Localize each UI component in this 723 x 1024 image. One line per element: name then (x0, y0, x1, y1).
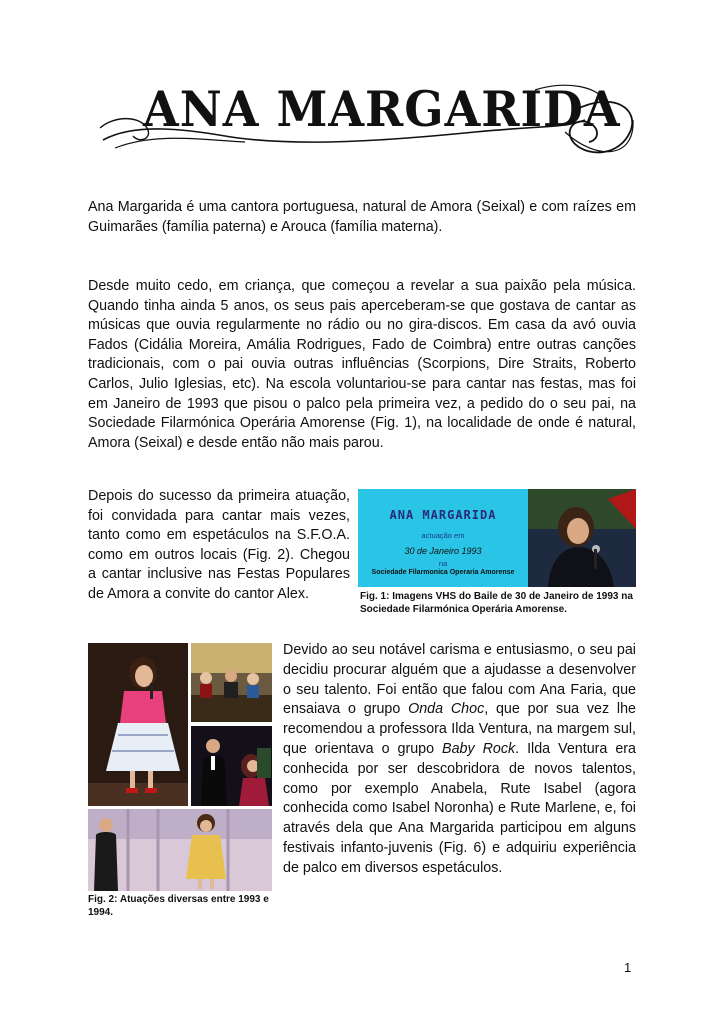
talent-text-b: , que por sua vez lhe recomendou a professora Ilda Ventura, na margem sul, que orientava o grupo (283, 701, 636, 757)
singer-photo (528, 489, 636, 587)
performance-photo-3 (191, 726, 272, 806)
performance-photo-1 (88, 643, 188, 806)
figure-2-label: Fig. 2: (88, 894, 118, 905)
performance-photo-2 (191, 643, 272, 722)
page-number: 1 (624, 960, 632, 975)
group-name-onda-choc: Onda Choc (408, 701, 485, 718)
vhs-title-card (358, 489, 528, 587)
performance-photo-4 (88, 809, 272, 891)
group-name-baby-rock: Baby Rock (442, 740, 516, 757)
vhs-date: 30 de Janeiro 1993 (404, 546, 482, 556)
success-paragraph: Depois do sucesso da primeira atuação, foi convidada para cantar mais vezes, tanto como em espetáculos na S.F.O.A. como em outros locais (Fig. 2). Chegou a cantar inclusive nas Festas Populares de Amora a convite do cantor Alex. (88, 488, 350, 602)
childhood-paragraph: Desde muito cedo, em criança, que começou a revelar a sua paixão pela música. Quando tinha ainda 5 anos, os seus pais aperceberam-se que gostava de cantar as músicas que ouvia regularmente no rádio ou no gira-discos. Em casa da avó ouvia Fados (Cidália Moreira, Amália Rodrigues, Fado de Coimbra) entre outras canções tradicionais, com o pai ouvia outras influências (Scorpions, Dire Straits, Roberto Carlos, Julio Iglesias, etc). Na escola voluntariou-se para cantar nas festas, mas foi em Janeiro de 1993 que pisou o palco pela primeira vez, a pedido do o seu pai, na Sociedade Filarmónica Operária Amorense (Fig. 1), na localidade de onde é natural, Amora (Seixal) e desde então não mais parou. (88, 278, 636, 451)
intro-paragraph: Ana Margarida é uma cantora portuguesa, natural de Amora (Seixal) e com raízes em Guimarães (família paterna) e Arouca (família materna). (88, 199, 636, 235)
vhs-title: ANA MARGARIDA (389, 508, 497, 522)
figure-2-caption-text: Atuações diversas entre 1993 e 1994. (88, 894, 269, 918)
page-title: ANA MARGARIDA (143, 80, 621, 138)
figure-1-label: Fig. 1: (360, 591, 390, 602)
talent-paragraph (283, 641, 636, 879)
figure-2-caption (88, 894, 278, 919)
figure-1-caption (360, 591, 640, 616)
talent-text-c: . Ilda Ventura era conhecida por ser descobridora de novos talentos, como por exemplo Anabela, Rute Isabel (agora conhecida como Isabel Noronha) e Rute Marlene, e, foi através dela que Ana Margarida participou em alguns festivais infanto-juvenis (Fig. 6) e adquiriu experiência de palco em diversos espetáculos. (283, 740, 637, 876)
figure-1-caption-text: Imagens VHS do Baile de 30 de Janeiro de 1993 na Sociedade Filarmónica Operária Amorense. (360, 591, 633, 615)
title-block (95, 70, 640, 180)
figure-1-image (358, 489, 636, 587)
talent-text-a: Devido ao seu notável carisma e entusiasmo, o seu pai decidiu procurar alguém que a ajudasse a desenvolver o seu talento. Foi então que falou com Ana Faria, que ensaiava o grupo (283, 642, 636, 718)
vhs-line1: actuação em (421, 531, 465, 540)
vhs-org: Sociedade Filarmonica Operaria Amorense (371, 569, 515, 576)
vhs-line2: na (438, 559, 448, 568)
